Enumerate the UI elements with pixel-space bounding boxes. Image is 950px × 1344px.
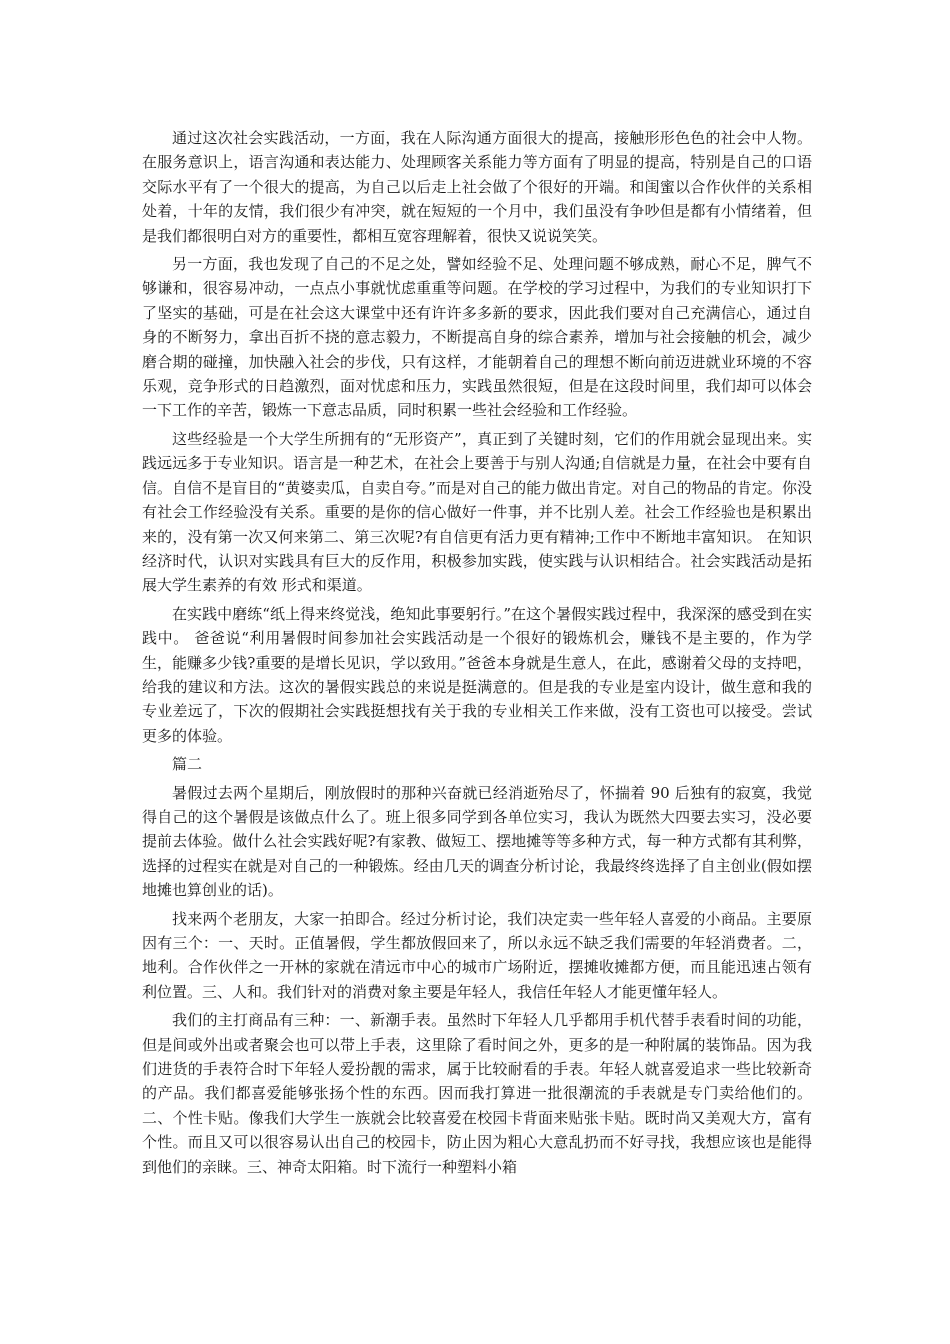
section-heading: 篇二 (172, 755, 203, 774)
paragraph: 在实践中磨练“纸上得来终觉浅，绝知此事要躬行。”在这个暑假实践过程中，我深深的感受到在实践中。 爸爸说“利用暑假时间参加社会实践活动是一个很好的锻炼机会，赚钱不是主要的，作为学生，能赚多少钱?重要的是增长见识，学以致用。”爸爸本身就是生意人，在此，感谢着父母的支持吧，给我的建议和方法。这次的暑假实践总的来说是挺满意的。但是我的专业是室内设计，做生意和我的专业差远了，下次的假期社会实践挺想找有关于我的专业相关工作来做，没有工资也可以接受。尝试更多的体验。 (142, 604, 812, 745)
paragraph: 我们的主打商品有三种：一、新潮手表。虽然时下年轻人几乎都用手机代替手表看时间的功能，但是间或外出或者聚会也可以带上手表，这里除了看时间之外，更多的是一种附属的装饰品。因为我们进货的手表符合时下年轻人爱扮靓的需求，属于比较耐看的手表。年轻人就喜爱追求一些比较新奇的产品。我们都喜爱能够张扬个性的东西。因而我打算进一批很潮流的手表就是专门卖给他们的。二、个性卡贴。像我们大学生一族就会比较喜爱在校园卡背面来贴张卡贴。既时尚又美观大方，富有个性。而且又可以很容易认出自己的校园卡，防止因为粗心大意乱扔而不好寻找，我想应该也是能得到他们的亲睐。三、神奇太阳箱。时下流行一种塑料小箱 (142, 1011, 812, 1176)
paragraph: 这些经验是一个大学生所拥有的“无形资产”，真正到了关键时刻，它们的作用就会显现出来。实践远远多于专业知识。语言是一种艺术，在社会上要善于与别人沟通;自信就是力量，在社会中要有自信。自信不是盲目的“黄婆卖瓜，自卖自夸。”而是对自己的能力做出肯定。对自己的物品的肯定。你没有社会工作经验没有关系。重要的是你的信心做好一件事，并不比别人差。社会工作经验也是积累出来的，没有第一次又何来第二、第三次呢?有自信更有活力更有精神;工作中不断地丰富知识。 在知识经济时代，认识对实践具有巨大的反作用，积极参加实践，使实践与认识相结合。社会实践活动是拓展大学生素养的有效 形式和渠道。 (142, 429, 812, 595)
paragraph: 通过这次社会实践活动，一方面，我在人际沟通方面很大的提高，接触形形色色的社会中人物。在服务意识上，语言沟通和表达能力、处理顾客关系能力等方面有了明显的提高，特别是自己的口语交际水平有了一个很大的提高，为自己以后走上社会做了个很好的开端。和闺蜜以合作伙伴的关系相处着，十年的友情，我们很少有冲突，就在短短的一个月中，我们虽没有争吵但是都有小情绪着，但是我们都很明白对方的重要性，都相互宽容理解着，很快又说说笑笑。 (142, 129, 812, 245)
paragraph: 找来两个老朋友，大家一拍即合。经过分析讨论，我们决定卖一些年轻人喜爱的小商品。主要原因有三个：一、天时。正值暑假，学生都放假回来了，所以永远不缺乏我们需要的年轻消费者。二，地利。合作伙伴之一开林的家就在清远市中心的城市广场附近，摆摊收摊都方便，而且能迅速占领有利位置。三、人和。我们针对的消费对象主要是年轻人，我信任年轻人才能更懂年轻人。 (142, 909, 812, 1001)
document-body (142, 126, 812, 1183)
paragraph: 另一方面，我也发现了自己的不足之处，譬如经验不足、处理问题不够成熟，耐心不足，脾气不够谦和，很容易冲动，一点点小事就忧虑重重等问题。在学校的学习过程中，为我们的专业知识打下了坚实的基础，可是在社会这大课堂中还有许许多多新的要求，因此我们要对自己充满信心，通过自身的不断努力，拿出百折不挠的意志毅力，不断提高自身的综合素养，增加与社会接触的机会，减少磨合期的碰撞，加快融入社会的步伐，只有这样，才能朝着自己的理想不断向前迈进就业环境的不容乐观，竞争形式的日趋激烈，面对忧虑和压力，实践虽然很短，但是在这段时间里，我们却可以体会一下工作的辛苦，锻炼一下意志品质，同时积累一些社会经验和工作经验。 (142, 255, 812, 420)
paragraph: 暑假过去两个星期后，刚放假时的那种兴奋就已经消逝殆尽了，怀揣着 90 后独有的寂寞，我觉得自己的这个暑假是该做点什么了。班上很多同学到各单位实习，我认为既然大四要去实习，没必要提前去体验。做什么社会实践好呢?有家教、做短工、摆地摊等等多种方式，每一种方式都有其利弊，选择的过程实在就是对自己的一种锻炼。经由几天的调查分析讨论，我最终终选择了自主创业(假如摆地摊也算创业的话)。 (142, 783, 812, 900)
